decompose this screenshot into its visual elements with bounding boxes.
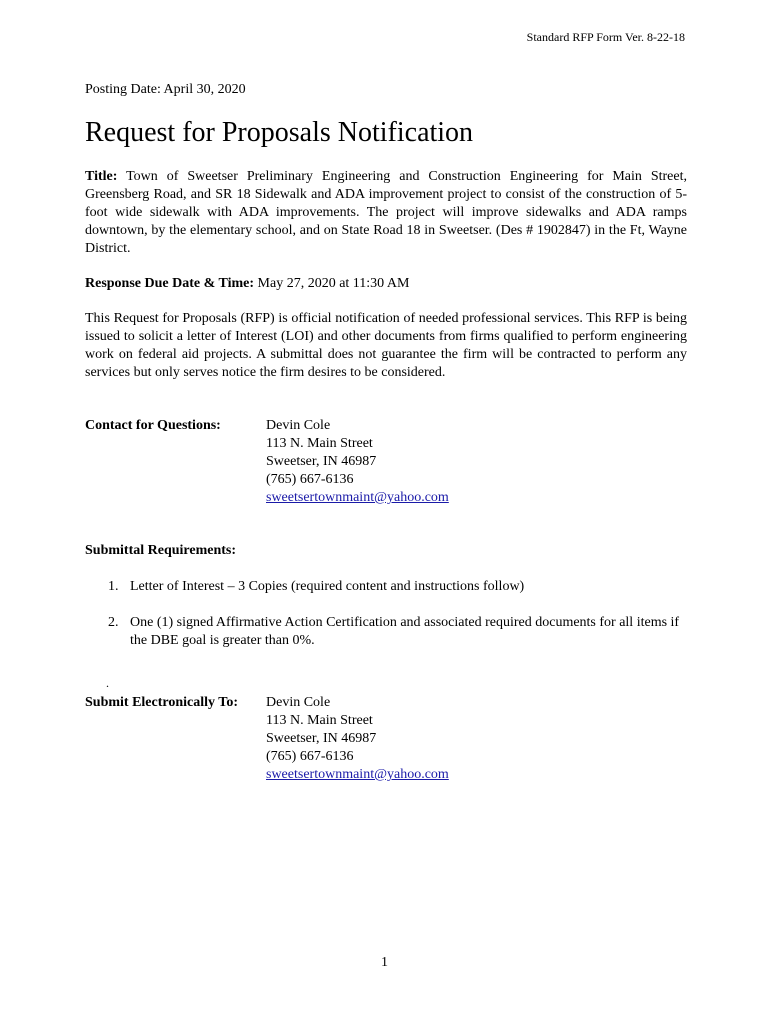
posting-date: Posting Date: April 30, 2020 bbox=[85, 82, 246, 97]
response-due-label: Response Due Date & Time: bbox=[85, 276, 255, 291]
contact-phone: (765) 667-6136 bbox=[266, 472, 354, 487]
contact-city: Sweetser, IN 46987 bbox=[266, 454, 377, 469]
contact-address bbox=[266, 417, 449, 507]
list-item bbox=[108, 578, 688, 596]
submit-to-phone: (765) 667-6136 bbox=[266, 749, 354, 764]
stray-mark: . bbox=[106, 676, 109, 690]
title-paragraph bbox=[85, 168, 687, 258]
submit-to-city: Sweetser, IN 46987 bbox=[266, 731, 377, 746]
contact-street: 113 N. Main Street bbox=[266, 436, 373, 451]
contact-email-link[interactable]: sweetsertownmaint@yahoo.com bbox=[266, 490, 449, 505]
list-item-number: 1. bbox=[108, 579, 119, 594]
response-due-paragraph bbox=[85, 275, 687, 293]
list-item-text: Letter of Interest – 3 Copies (required content and instructions follow) bbox=[130, 579, 525, 594]
submit-to-email-link[interactable]: sweetsertownmaint@yahoo.com bbox=[266, 767, 449, 782]
contact-label: Contact for Questions: bbox=[85, 418, 221, 433]
title-label: Title: bbox=[85, 169, 118, 184]
page-number: 1 bbox=[381, 955, 388, 970]
response-due-value: May 27, 2020 at 11:30 AM bbox=[257, 276, 410, 291]
submittal-label: Submittal Requirements: bbox=[85, 543, 237, 558]
list-item-number: 2. bbox=[108, 615, 119, 630]
submit-to-address bbox=[266, 694, 449, 784]
list-item-text: One (1) signed Affirmative Action Certification and associated required documents for all items if the DBE goal is greater than 0%. bbox=[130, 615, 680, 648]
submit-to-name: Devin Cole bbox=[266, 695, 331, 710]
intro-paragraph: This Request for Proposals (RFP) is official notification of needed professional services. This RFP is being issued to solicit a letter of Interest (LOI) and other documents from firms qualified to perform engineering work on federal aid projects. A submittal does not guarantee the firm will be contracted to perform any services but only serves notice the firm desires to be considered. bbox=[85, 311, 687, 380]
submit-to-street: 113 N. Main Street bbox=[266, 713, 373, 728]
page-title: Request for Proposals Notification bbox=[85, 117, 474, 148]
title-text: Town of Sweetser Preliminary Engineering and Construction Engineering for Main Street, Greensberg Road, and SR 18 Sidewalk and ADA improvement project to consist of the construction of 5-foot wide sidewalk with ADA improvements. The project will improve sidewalks and ADA ramps downtown, by the elementary school, and on State Road 18 in Sweetser. (Des # 1902847) in the Ft, Wayne District. bbox=[85, 169, 687, 256]
contact-name: Devin Cole bbox=[266, 418, 331, 433]
submit-to-label: Submit Electronically To: bbox=[85, 695, 238, 710]
list-item bbox=[108, 614, 688, 650]
form-version: Standard RFP Form Ver. 8-22-18 bbox=[526, 30, 685, 44]
